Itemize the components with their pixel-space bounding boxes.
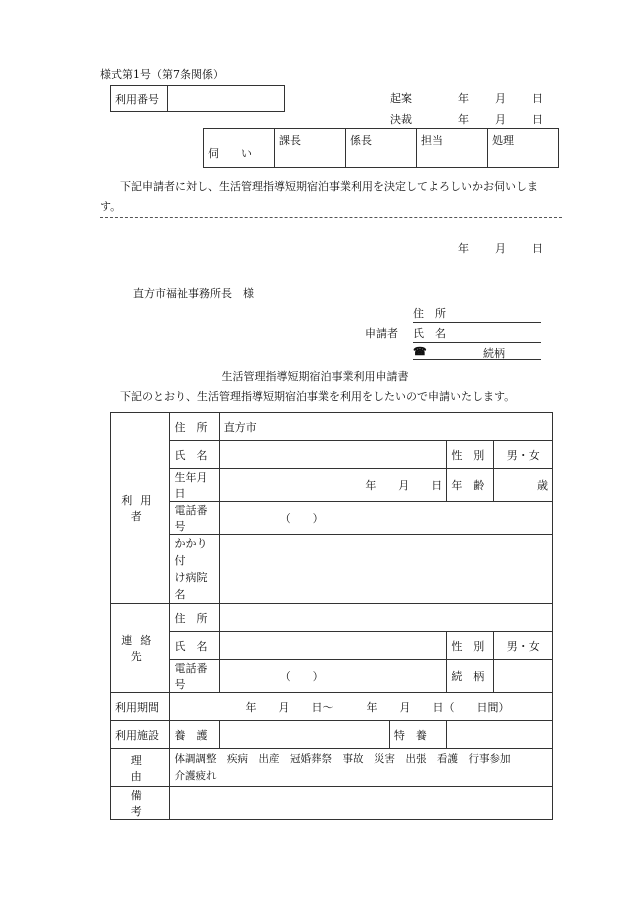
draft-label: 起案 bbox=[390, 92, 412, 105]
contact-relation-value[interactable] bbox=[494, 660, 553, 693]
approval-col-shori: 処理 bbox=[488, 129, 559, 168]
facility-yogo-label: 養 護 bbox=[170, 721, 219, 749]
user-name-label: 氏 名 bbox=[170, 441, 219, 469]
approval-text-line2: す。 bbox=[100, 200, 122, 213]
user-phone-value[interactable]: （ ） bbox=[219, 502, 552, 535]
contact-phone-value[interactable]: （ ） bbox=[219, 660, 447, 693]
user-phone-label: 電話番号 bbox=[170, 502, 219, 535]
user-hospital-value[interactable] bbox=[219, 535, 552, 604]
applicant-name-field[interactable] bbox=[413, 325, 541, 343]
user-address-value[interactable]: 直方市 bbox=[219, 413, 552, 441]
contact-gender-value[interactable]: 男・女 bbox=[494, 632, 553, 660]
applicant-relation-label: 続柄 bbox=[483, 347, 505, 360]
contact-address-value[interactable] bbox=[219, 604, 552, 632]
approval-col-tanto: 担当 bbox=[417, 129, 488, 168]
user-age-unit[interactable]: 歳 bbox=[494, 469, 553, 502]
user-section-label: 利用者 bbox=[111, 413, 170, 604]
contact-phone-label: 電話番号 bbox=[170, 660, 219, 693]
addressee: 直方市福祉事務所長 様 bbox=[133, 287, 254, 300]
form-title: 生活管理指導短期宿泊事業利用申請書 bbox=[221, 370, 409, 383]
draft-year: 年 bbox=[458, 92, 469, 105]
ukagai-label: 伺 い bbox=[204, 129, 275, 168]
applicant-label: 申請者 bbox=[365, 327, 398, 340]
usage-number-field[interactable] bbox=[168, 86, 285, 112]
facility-tokuyo-label: 特 養 bbox=[389, 721, 446, 749]
period-value[interactable]: 年 月 日～ 年 月 日（ 日間） bbox=[170, 693, 553, 721]
usage-number-box bbox=[110, 85, 285, 112]
decision-label: 決裁 bbox=[390, 113, 412, 126]
user-birth-value[interactable]: 年 月 日 bbox=[219, 469, 447, 502]
contact-relation-label: 続 柄 bbox=[447, 660, 494, 693]
applicant-phone-field[interactable] bbox=[413, 345, 541, 360]
facility-yogo-value[interactable] bbox=[219, 721, 389, 749]
approval-text-line1: 下記申請者に対し、生活管理指導短期宿泊事業利用を決定してよろしいかお伺いしま bbox=[120, 180, 538, 193]
date-day: 日 bbox=[532, 242, 543, 255]
intro-text: 下記のとおり、生活管理指導短期宿泊事業を利用をしたいので申請いたします。 bbox=[120, 390, 516, 403]
application-table bbox=[110, 412, 553, 820]
date-month: 月 bbox=[495, 242, 506, 255]
decision-year: 年 bbox=[458, 113, 469, 126]
contact-name-value[interactable] bbox=[219, 632, 447, 660]
facility-tokuyo-value[interactable] bbox=[447, 721, 553, 749]
decision-day: 日 bbox=[532, 113, 543, 126]
reason-label: 理 由 bbox=[111, 749, 170, 787]
user-name-value[interactable] bbox=[219, 441, 447, 469]
contact-address-label: 住 所 bbox=[170, 604, 219, 632]
applicant-address-field[interactable] bbox=[413, 305, 541, 323]
date-year: 年 bbox=[458, 242, 469, 255]
approval-table bbox=[203, 128, 559, 168]
form-number: 様式第1号（第7条関係） bbox=[100, 68, 224, 81]
remarks-label: 備 考 bbox=[111, 787, 170, 820]
contact-section-label: 連絡先 bbox=[111, 604, 170, 693]
draft-day: 日 bbox=[532, 92, 543, 105]
cut-line bbox=[100, 217, 562, 218]
remarks-value[interactable] bbox=[170, 787, 553, 820]
user-birth-label: 生年月日 bbox=[170, 469, 219, 502]
contact-name-label: 氏 名 bbox=[170, 632, 219, 660]
draft-month: 月 bbox=[495, 92, 506, 105]
approval-col-kakaricho: 係長 bbox=[346, 129, 417, 168]
applicant-name-label: 氏 名 bbox=[413, 327, 446, 340]
user-gender-label: 性 別 bbox=[447, 441, 494, 469]
contact-gender-label: 性 別 bbox=[447, 632, 494, 660]
user-gender-value[interactable]: 男・女 bbox=[494, 441, 553, 469]
usage-number-label: 利用番号 bbox=[111, 86, 168, 112]
user-age-label: 年 齢 bbox=[447, 469, 494, 502]
user-address-label: 住 所 bbox=[170, 413, 219, 441]
facility-label: 利用施設 bbox=[111, 721, 170, 749]
reason-options[interactable]: 体調調整 疾病 出産 冠婚葬祭 事故 災害 出張 看護 行事参加 介護疲れ bbox=[170, 749, 553, 787]
period-label: 利用期間 bbox=[111, 693, 170, 721]
applicant-address-label: 住 所 bbox=[413, 307, 446, 320]
phone-icon: ☎ bbox=[413, 345, 427, 358]
decision-month: 月 bbox=[495, 113, 506, 126]
approval-col-kacho: 課長 bbox=[275, 129, 346, 168]
user-hospital-label: かかり付 け病院名 bbox=[170, 535, 219, 604]
